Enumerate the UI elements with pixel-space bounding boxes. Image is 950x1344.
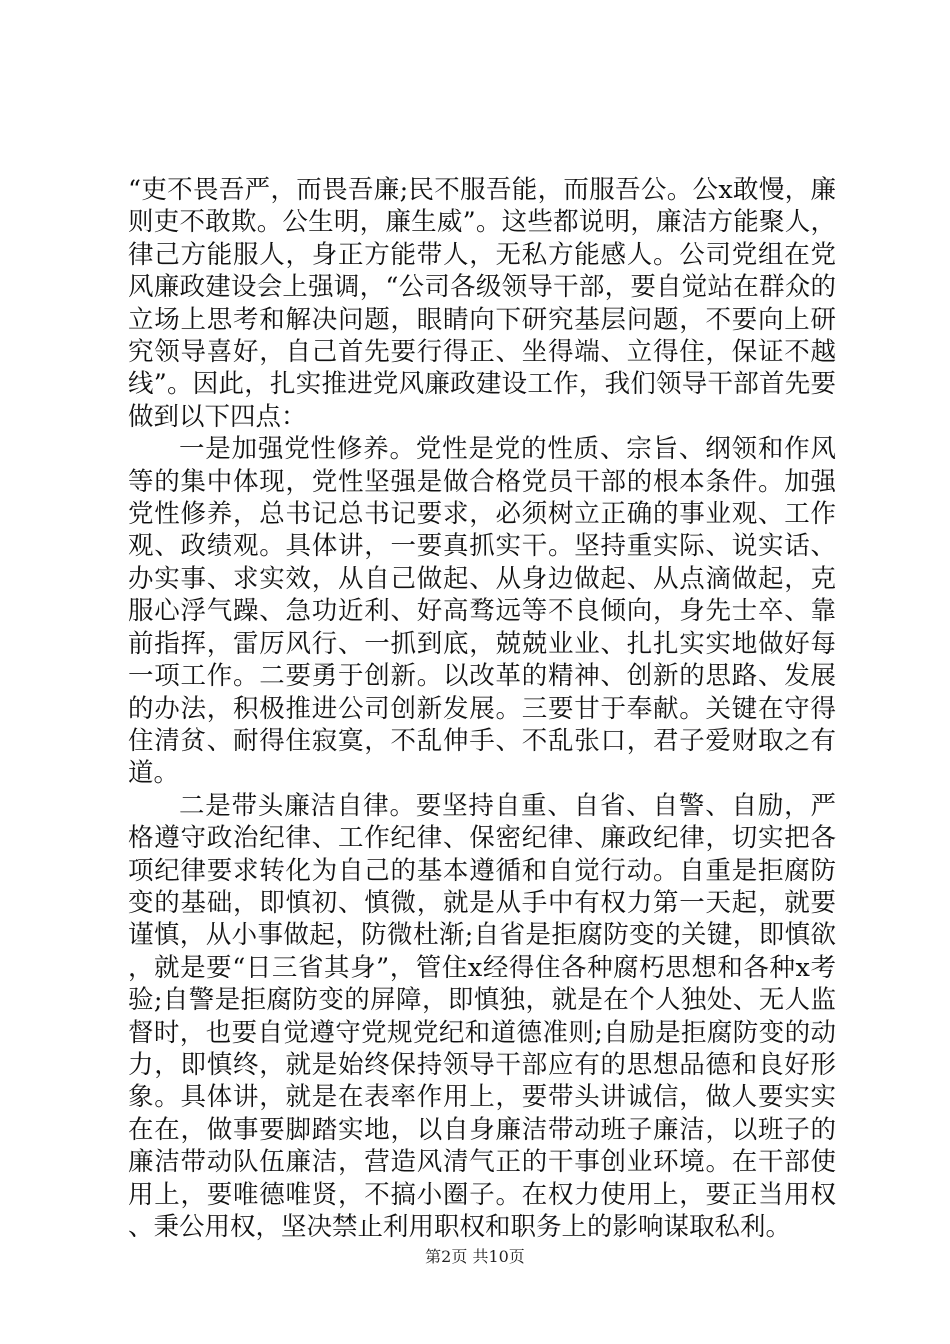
page-footer: 第2页 共10页 [425, 1247, 525, 1266]
paragraph-self-discipline: 二是带头廉洁自律。要坚持自重、自省、自警、自励，严格遵守政治纪律、工作纪律、保密纪律、廉政纪律，切实把各项纪律要求转化为自己的基本遵循和自觉行动。自重是拒腐防变的基础，即慎初、慎微，就是从手中有权力第一天起，就要谨慎，从小事做起，防微杜渐;自省是拒腐防变的关键，即慎欲，就是要“日三省其身”，管住x经得住各种腐朽思想和各种x考验;自警是拒腐防变的屏障，即慎独，就是在个人独处、无人监督时，也要自觉遵守党规党纪和道德准则;自励是拒腐防变的动力，即慎终，就是始终保持领导干部应有的思想品德和良好形象。具体讲，就是在表率作用上，要带头讲诚信，做人要实实在在，做事要脚踏实地，以自身廉洁带动班子廉洁，以班子的廉洁带动队伍廉洁，营造风清气正的干事创业环境。在干部使用上，要唯德唯贤，不搞小圈子。在权力使用上，要正当用权、秉公用权，坚决禁止利用职权和职务上的影响谋取私利。 [128, 790, 836, 1242]
paragraph-party-spirit: 一是加强党性修养。党性是党的性质、宗旨、纲领和作风等的集中体现，党性坚强是做合格党员干部的根本条件。加强党性修养，总书记总书记要求，必须树立正确的事业观、工作观、政绩观。具体讲，一要真抓实干。坚持重实际、说实话、办实事、求实效，从自己做起、从身边做起、从点滴做起，克服心浮气躁、急功近利、好高骛远等不良倾向，身先士卒、靠前指挥，雷厉风行、一抓到底，兢兢业业、扎扎实实地做好每一项工作。二要勇于创新。以改革的精神、创新的思路、发展的办法，积极推进公司创新发展。三要甘于奉献。关键在守得住清贫、耐得住寂寞，不乱伸手、不乱张口，君子爱财取之有道。 [128, 434, 836, 789]
paragraph-continuation: “吏不畏吾严，而畏吾廉;民不服吾能，而服吾公。公x敢慢，廉则吏不敢欺。公生明，廉生威”。这些都说明，廉洁方能聚人，律己方能服人，身正方能带人，无私方能感人。公司党组在党风廉政建设会上强调，“公司各级领导干部，要自觉站在群众的立场上思考和解决问题，眼睛向下研究基层问题，不要向上研究领导喜好，自己首先要行得正、坐得端、立得住，保证不越线”。因此，扎实推进党风廉政建设工作，我们领导干部首先要做到以下四点： [128, 175, 836, 432]
document-body [128, 174, 836, 1243]
